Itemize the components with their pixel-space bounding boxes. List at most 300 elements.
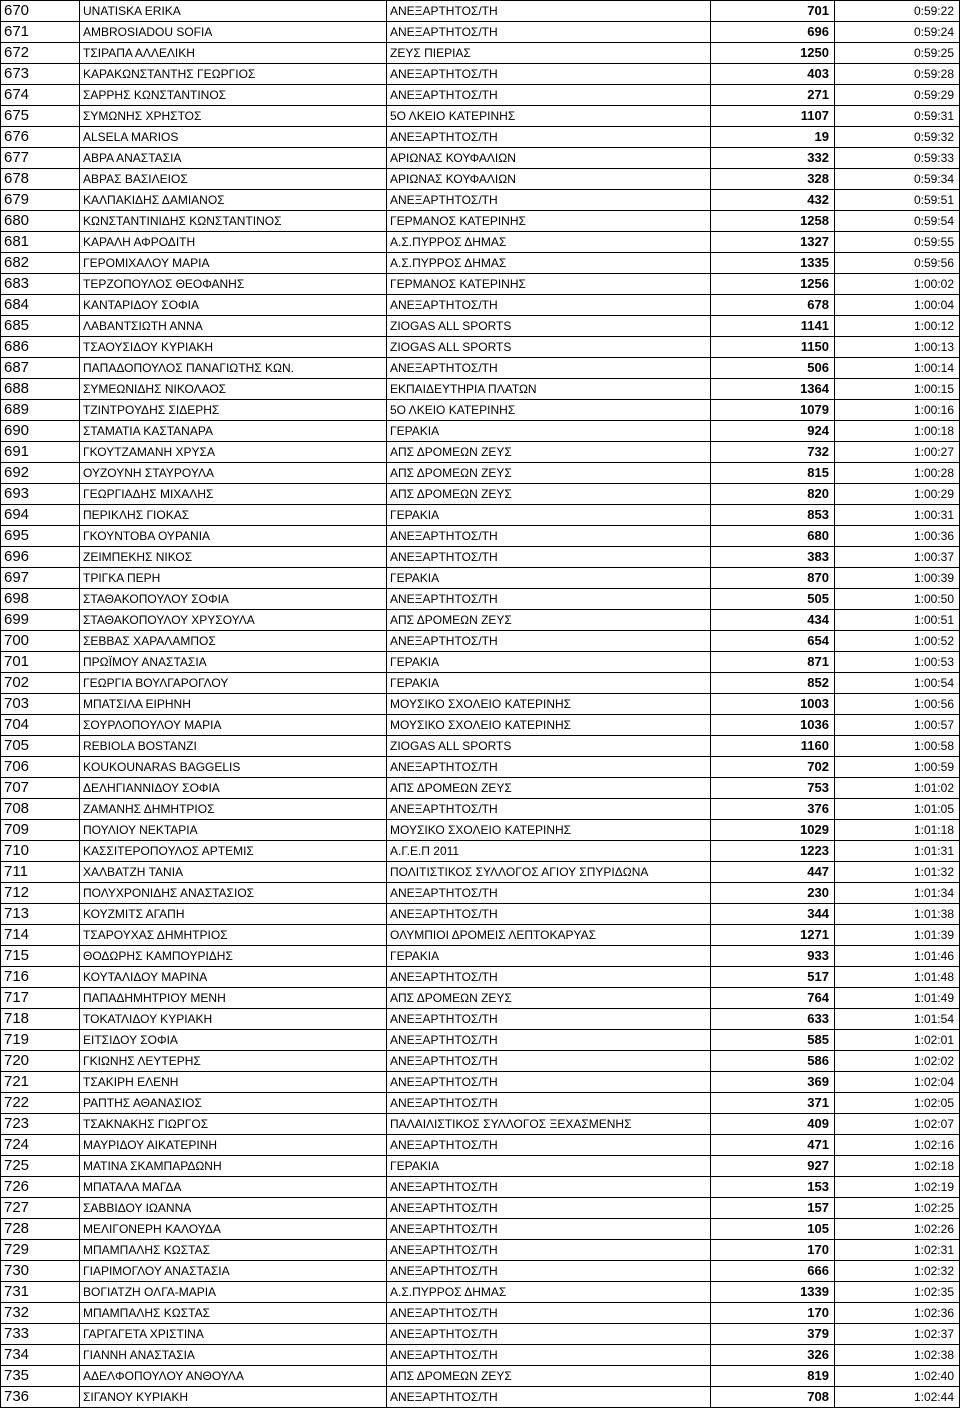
finish-time-cell: 1:01:54 (835, 1009, 960, 1030)
finish-time-cell: 0:59:32 (835, 127, 960, 148)
club-cell: Α.Σ.ΠΥΡΡΟΣ ΔΗΜΑΣ (387, 1282, 711, 1303)
finish-time-cell: 1:00:39 (835, 568, 960, 589)
bib-number-cell: 157 (711, 1198, 835, 1219)
club-cell: 5Ο ΛΚΕΙΟ ΚΑΤΕΡΙΝΗΣ (387, 106, 711, 127)
rank-cell: 708 (1, 799, 80, 820)
table-row (1, 211, 960, 232)
bib-number-cell: 170 (711, 1303, 835, 1324)
club-cell: Α.Γ.Ε.Π 2011 (387, 841, 711, 862)
rank-cell: 726 (1, 1177, 80, 1198)
table-row (1, 967, 960, 988)
finish-time-cell: 0:59:54 (835, 211, 960, 232)
runner-name-cell: ΛΑΒΑΝΤΣΙΩΤΗ ΑΝΝΑ (80, 316, 387, 337)
rank-cell: 696 (1, 547, 80, 568)
table-row (1, 1, 960, 22)
table-row (1, 589, 960, 610)
finish-time-cell: 0:59:24 (835, 22, 960, 43)
bib-number-cell: 1339 (711, 1282, 835, 1303)
finish-time-cell: 1:02:44 (835, 1387, 960, 1408)
bib-number-cell: 708 (711, 1387, 835, 1408)
table-row (1, 1198, 960, 1219)
table-row (1, 841, 960, 862)
rank-cell: 709 (1, 820, 80, 841)
table-row (1, 1114, 960, 1135)
bib-number-cell: 927 (711, 1156, 835, 1177)
club-cell: ΑΝΕΞΑΡΤΗΤΟΣ/ΤΗ (387, 1240, 711, 1261)
club-cell: ΜΟΥΣΙΚΟ ΣΧΟΛΕΙΟ ΚΑΤΕΡΙΝΗΣ (387, 820, 711, 841)
club-cell: ΜΟΥΣΙΚΟ ΣΧΟΛΕΙΟ ΚΑΤΕΡΙΝΗΣ (387, 694, 711, 715)
rank-cell: 670 (1, 1, 80, 22)
runner-name-cell: ΣΑΒΒΙΔΟΥ ΙΩΑΝΝΑ (80, 1198, 387, 1219)
finish-time-cell: 0:59:34 (835, 169, 960, 190)
runner-name-cell: ΚΑΣΣΙΤΕΡΟΠΟΥΛΟΣ ΑΡΤΕΜΙΣ (80, 841, 387, 862)
table-row (1, 400, 960, 421)
bib-number-cell: 403 (711, 64, 835, 85)
rank-cell: 679 (1, 190, 80, 211)
club-cell: Α.Σ.ΠΥΡΡΟΣ ΔΗΜΑΣ (387, 232, 711, 253)
rank-cell: 716 (1, 967, 80, 988)
table-row (1, 526, 960, 547)
table-row (1, 1240, 960, 1261)
table-row (1, 106, 960, 127)
rank-cell: 694 (1, 505, 80, 526)
rank-cell: 673 (1, 64, 80, 85)
rank-cell: 677 (1, 148, 80, 169)
club-cell: ΑΝΕΞΑΡΤΗΤΟΣ/ΤΗ (387, 1072, 711, 1093)
rank-cell: 674 (1, 85, 80, 106)
bib-number-cell: 1223 (711, 841, 835, 862)
runner-name-cell: ΖΕΙΜΠΕΚΗΣ ΝΙΚΟΣ (80, 547, 387, 568)
finish-time-cell: 1:00:27 (835, 442, 960, 463)
finish-time-cell: 1:02:26 (835, 1219, 960, 1240)
rank-cell: 683 (1, 274, 80, 295)
bib-number-cell: 924 (711, 421, 835, 442)
table-row (1, 736, 960, 757)
finish-time-cell: 1:02:01 (835, 1030, 960, 1051)
bib-number-cell: 1079 (711, 400, 835, 421)
bib-number-cell: 1141 (711, 316, 835, 337)
rank-cell: 733 (1, 1324, 80, 1345)
finish-time-cell: 1:01:02 (835, 778, 960, 799)
finish-time-cell: 1:01:34 (835, 883, 960, 904)
club-cell: ΑΝΕΞΑΡΤΗΤΟΣ/ΤΗ (387, 1219, 711, 1240)
rank-cell: 691 (1, 442, 80, 463)
rank-cell: 685 (1, 316, 80, 337)
bib-number-cell: 383 (711, 547, 835, 568)
table-row (1, 484, 960, 505)
runner-name-cell: ΜΑΥΡΙΔΟΥ ΑΙΚΑΤΕΡΙΝΗ (80, 1135, 387, 1156)
club-cell: ΑΝΕΞΑΡΤΗΤΟΣ/ΤΗ (387, 904, 711, 925)
finish-time-cell: 1:02:02 (835, 1051, 960, 1072)
bib-number-cell: 1258 (711, 211, 835, 232)
table-row (1, 337, 960, 358)
table-row (1, 1177, 960, 1198)
rank-cell: 720 (1, 1051, 80, 1072)
runner-name-cell: ΣΤΑΘΑΚΟΠΟΥΛΟΥ ΧΡΥΣΟΥΛΑ (80, 610, 387, 631)
club-cell: ΑΝΕΞΑΡΤΗΤΟΣ/ΤΗ (387, 547, 711, 568)
finish-time-cell: 1:02:31 (835, 1240, 960, 1261)
rank-cell: 729 (1, 1240, 80, 1261)
table-row (1, 43, 960, 64)
table-row (1, 1282, 960, 1303)
table-row (1, 631, 960, 652)
bib-number-cell: 432 (711, 190, 835, 211)
table-row (1, 253, 960, 274)
runner-name-cell: ΠΑΠΑΔΗΜΗΤΡΙΟΥ ΜΕΝΗ (80, 988, 387, 1009)
table-row (1, 379, 960, 400)
club-cell: ΓΕΡΑΚΙΑ (387, 652, 711, 673)
club-cell: Α.Σ.ΠΥΡΡΟΣ ΔΗΜΑΣ (387, 253, 711, 274)
bib-number-cell: 1271 (711, 925, 835, 946)
runner-name-cell: ΚΑΝΤΑΡΙΔΟΥ ΣΟΦΙΑ (80, 295, 387, 316)
runner-name-cell: ALSELA MARIOS (80, 127, 387, 148)
finish-time-cell: 1:00:02 (835, 274, 960, 295)
bib-number-cell: 1250 (711, 43, 835, 64)
finish-time-cell: 0:59:31 (835, 106, 960, 127)
table-row (1, 946, 960, 967)
club-cell: ΑΠΣ ΔΡΟΜΕΩΝ ΖΕΥΣ (387, 988, 711, 1009)
rank-cell: 684 (1, 295, 80, 316)
finish-time-cell: 1:02:05 (835, 1093, 960, 1114)
club-cell: ΠΑΛΑΙΛΙΣΤΙΚΟΣ ΣΥΛΛΟΓΟΣ ΞΕΧΑΣΜΕΝΗΣ (387, 1114, 711, 1135)
table-row (1, 799, 960, 820)
rank-cell: 704 (1, 715, 80, 736)
bib-number-cell: 853 (711, 505, 835, 526)
runner-name-cell: ΘΟΔΩΡΗΣ ΚΑΜΠΟΥΡΙΔΗΣ (80, 946, 387, 967)
bib-number-cell: 434 (711, 610, 835, 631)
runner-name-cell: REBIOLA BOSTANZI (80, 736, 387, 757)
club-cell: ΜΟΥΣΙΚΟ ΣΧΟΛΕΙΟ ΚΑΤΕΡΙΝΗΣ (387, 715, 711, 736)
finish-time-cell: 1:02:16 (835, 1135, 960, 1156)
club-cell: ΓΕΡΜΑΝΟΣ ΚΑΤΕΡΙΝΗΣ (387, 211, 711, 232)
bib-number-cell: 326 (711, 1345, 835, 1366)
bib-number-cell: 586 (711, 1051, 835, 1072)
club-cell: ΑΝΕΞΑΡΤΗΤΟΣ/ΤΗ (387, 799, 711, 820)
rank-cell: 681 (1, 232, 80, 253)
table-row (1, 1387, 960, 1408)
finish-time-cell: 1:00:54 (835, 673, 960, 694)
bib-number-cell: 230 (711, 883, 835, 904)
rank-cell: 700 (1, 631, 80, 652)
runner-name-cell: ΖΑΜΑΝΗΣ ΔΗΜΗΤΡΙΟΣ (80, 799, 387, 820)
runner-name-cell: ΒΟΓΙΑΤΖΗ ΟΛΓΑ-ΜΑΡΙΑ (80, 1282, 387, 1303)
club-cell: ΑΝΕΞΑΡΤΗΤΟΣ/ΤΗ (387, 1303, 711, 1324)
finish-time-cell: 1:02:32 (835, 1261, 960, 1282)
finish-time-cell: 0:59:25 (835, 43, 960, 64)
finish-time-cell: 1:00:56 (835, 694, 960, 715)
bib-number-cell: 1256 (711, 274, 835, 295)
table-row (1, 673, 960, 694)
rank-cell: 692 (1, 463, 80, 484)
runner-name-cell: ΓΕΡΟΜΙΧΑΛΟΥ ΜΑΡΙΑ (80, 253, 387, 274)
table-row (1, 610, 960, 631)
table-row (1, 1051, 960, 1072)
finish-time-cell: 1:02:07 (835, 1114, 960, 1135)
finish-time-cell: 1:00:37 (835, 547, 960, 568)
runner-name-cell: ΓΙΑΡΙΜΟΓΛΟΥ ΑΝΑΣΤΑΣΙΑ (80, 1261, 387, 1282)
bib-number-cell: 701 (711, 1, 835, 22)
table-row (1, 757, 960, 778)
bib-number-cell: 376 (711, 799, 835, 820)
club-cell: ΟΛΥΜΠΙΟΙ ΔΡΟΜΕΙΣ ΛΕΠΤΟΚΑΡΥΑΣ (387, 925, 711, 946)
runner-name-cell: ΤΟΚΑΤΛΙΔΟΥ ΚΥΡΙΑΚΗ (80, 1009, 387, 1030)
finish-time-cell: 1:00:16 (835, 400, 960, 421)
runner-name-cell: ΤΣΑΚΙΡΗ ΕΛΕΝΗ (80, 1072, 387, 1093)
runner-name-cell: ΓΙΑΝΝΗ ΑΝΑΣΤΑΣΙΑ (80, 1345, 387, 1366)
bib-number-cell: 153 (711, 1177, 835, 1198)
bib-number-cell: 871 (711, 652, 835, 673)
runner-name-cell: ΑΔΕΛΦΟΠΟΥΛΟΥ ΑΝΘΟΥΛΑ (80, 1366, 387, 1387)
club-cell: ΑΠΣ ΔΡΟΜΕΩΝ ΖΕΥΣ (387, 778, 711, 799)
club-cell: ΑΝΕΞΑΡΤΗΤΟΣ/ΤΗ (387, 22, 711, 43)
bib-number-cell: 753 (711, 778, 835, 799)
club-cell: ΑΠΣ ΔΡΟΜΕΩΝ ΖΕΥΣ (387, 463, 711, 484)
finish-time-cell: 1:00:36 (835, 526, 960, 547)
runner-name-cell: ΤΣΙΡΑΠΑ ΑΛΛΕΛΙΚΗ (80, 43, 387, 64)
club-cell: ΖΕΥΣ ΠΙΕΡΙΑΣ (387, 43, 711, 64)
table-row (1, 883, 960, 904)
table-row (1, 358, 960, 379)
bib-number-cell: 332 (711, 148, 835, 169)
table-row (1, 1072, 960, 1093)
rank-cell: 711 (1, 862, 80, 883)
rank-cell: 731 (1, 1282, 80, 1303)
rank-cell: 730 (1, 1261, 80, 1282)
rank-cell: 688 (1, 379, 80, 400)
bib-number-cell: 585 (711, 1030, 835, 1051)
bib-number-cell: 1029 (711, 820, 835, 841)
finish-time-cell: 1:02:04 (835, 1072, 960, 1093)
table-row (1, 778, 960, 799)
finish-time-cell: 1:02:18 (835, 1156, 960, 1177)
bib-number-cell: 379 (711, 1324, 835, 1345)
table-row (1, 316, 960, 337)
table-row (1, 1366, 960, 1387)
runner-name-cell: ΤΣΑΚΝΑΚΗΣ ΓΙΩΡΓΟΣ (80, 1114, 387, 1135)
finish-time-cell: 1:00:14 (835, 358, 960, 379)
runner-name-cell: ΜΠΑΜΠΑΛΗΣ ΚΩΣΤΑΣ (80, 1240, 387, 1261)
runner-name-cell: ΚΟΥΤΑΛΙΔΟΥ ΜΑΡΙΝΑ (80, 967, 387, 988)
club-cell: ΕΚΠΑΙΔΕΥΤΗΡΙΑ ΠΛΑΤΩΝ (387, 379, 711, 400)
bib-number-cell: 19 (711, 127, 835, 148)
club-cell: ΑΝΕΞΑΡΤΗΤΟΣ/ΤΗ (387, 127, 711, 148)
club-cell: ΑΝΕΞΑΡΤΗΤΟΣ/ΤΗ (387, 85, 711, 106)
club-cell: ΓΕΡΜΑΝΟΣ ΚΑΤΕΡΙΝΗΣ (387, 274, 711, 295)
rank-cell: 671 (1, 22, 80, 43)
runner-name-cell: ΓΕΩΡΓΙΑΔΗΣ ΜΙΧΑΛΗΣ (80, 484, 387, 505)
club-cell: ZIOGAS ALL SPORTS (387, 316, 711, 337)
runner-name-cell: AMBROSIADOU SOFIA (80, 22, 387, 43)
bib-number-cell: 870 (711, 568, 835, 589)
rank-cell: 725 (1, 1156, 80, 1177)
table-row (1, 463, 960, 484)
rank-cell: 706 (1, 757, 80, 778)
club-cell: ΑΝΕΞΑΡΤΗΤΟΣ/ΤΗ (387, 589, 711, 610)
rank-cell: 713 (1, 904, 80, 925)
finish-time-cell: 1:00:57 (835, 715, 960, 736)
runner-name-cell: ΓΕΩΡΓΙΑ ΒΟΥΛΓΑΡΟΓΛΟΥ (80, 673, 387, 694)
rank-cell: 715 (1, 946, 80, 967)
rank-cell: 707 (1, 778, 80, 799)
club-cell: ΑΠΣ ΔΡΟΜΕΩΝ ΖΕΥΣ (387, 484, 711, 505)
table-row (1, 64, 960, 85)
finish-time-cell: 1:00:15 (835, 379, 960, 400)
bib-number-cell: 344 (711, 904, 835, 925)
finish-time-cell: 1:02:37 (835, 1324, 960, 1345)
rank-cell: 680 (1, 211, 80, 232)
bib-number-cell: 633 (711, 1009, 835, 1030)
runner-name-cell: ΤΕΡΖΟΠΟΥΛΟΣ ΘΕΟΦΑΝΗΣ (80, 274, 387, 295)
runner-name-cell: ΣΕΒΒΑΣ ΧΑΡΑΛΑΜΠΟΣ (80, 631, 387, 652)
club-cell: ΑΝΕΞΑΡΤΗΤΟΣ/ΤΗ (387, 1093, 711, 1114)
finish-time-cell: 1:02:35 (835, 1282, 960, 1303)
bib-number-cell: 654 (711, 631, 835, 652)
table-row (1, 1030, 960, 1051)
club-cell: ΑΝΕΞΑΡΤΗΤΟΣ/ΤΗ (387, 190, 711, 211)
club-cell: ΓΕΡΑΚΙΑ (387, 568, 711, 589)
finish-time-cell: 1:02:36 (835, 1303, 960, 1324)
table-row (1, 274, 960, 295)
bib-number-cell: 666 (711, 1261, 835, 1282)
finish-time-cell: 0:59:55 (835, 232, 960, 253)
runner-name-cell: ΚΑΛΠΑΚΙΔΗΣ ΔΑΜΙΑΝΟΣ (80, 190, 387, 211)
rank-cell: 695 (1, 526, 80, 547)
finish-time-cell: 0:59:51 (835, 190, 960, 211)
club-cell: ΑΝΕΞΑΡΤΗΤΟΣ/ΤΗ (387, 883, 711, 904)
club-cell: ΑΝΕΞΑΡΤΗΤΟΣ/ΤΗ (387, 1387, 711, 1408)
bib-number-cell: 732 (711, 442, 835, 463)
finish-time-cell: 1:00:31 (835, 505, 960, 526)
table-row (1, 652, 960, 673)
finish-time-cell: 1:00:18 (835, 421, 960, 442)
rank-cell: 686 (1, 337, 80, 358)
bib-number-cell: 447 (711, 862, 835, 883)
finish-time-cell: 1:00:28 (835, 463, 960, 484)
runner-name-cell: ΜΕΛΙΓΟΝΕΡΗ ΚΑΛΟΥΔΑ (80, 1219, 387, 1240)
finish-time-cell: 1:01:32 (835, 862, 960, 883)
rank-cell: 736 (1, 1387, 80, 1408)
club-cell: ΑΝΕΞΑΡΤΗΤΟΣ/ΤΗ (387, 1345, 711, 1366)
rank-cell: 717 (1, 988, 80, 1009)
table-row (1, 295, 960, 316)
runner-name-cell: ΡΑΠΤΗΣ ΑΘΑΝΑΣΙΟΣ (80, 1093, 387, 1114)
club-cell: ΑΝΕΞΑΡΤΗΤΟΣ/ΤΗ (387, 1030, 711, 1051)
club-cell: ΑΝΕΞΑΡΤΗΤΟΣ/ΤΗ (387, 1324, 711, 1345)
runner-name-cell: ΕΙΤΣΙΔΟΥ ΣΟΦΙΑ (80, 1030, 387, 1051)
runner-name-cell: ΠΟΛΥΧΡΟΝΙΔΗΣ ΑΝΑΣΤΑΣΙΟΣ (80, 883, 387, 904)
table-row (1, 1156, 960, 1177)
club-cell: ΓΕΡΑΚΙΑ (387, 1156, 711, 1177)
finish-time-cell: 0:59:33 (835, 148, 960, 169)
runner-name-cell: ΤΡΙΓΚΑ ΠΕΡΗ (80, 568, 387, 589)
runner-name-cell: ΚΩΝΣΤΑΝΤΙΝΙΔΗΣ ΚΩΝΣΤΑΝΤΙΝΟΣ (80, 211, 387, 232)
rank-cell: 734 (1, 1345, 80, 1366)
runner-name-cell: ΠΟΥΛΙΟΥ ΝΕΚΤΑΡΙΑ (80, 820, 387, 841)
club-cell: ΑΝΕΞΑΡΤΗΤΟΣ/ΤΗ (387, 1177, 711, 1198)
bib-number-cell: 1160 (711, 736, 835, 757)
rank-cell: 675 (1, 106, 80, 127)
finish-time-cell: 1:01:05 (835, 799, 960, 820)
rank-cell: 732 (1, 1303, 80, 1324)
finish-time-cell: 1:01:49 (835, 988, 960, 1009)
runner-name-cell: ΧΑΛΒΑΤΖΗ ΤΑΝΙΑ (80, 862, 387, 883)
runner-name-cell: ΣΑΡΡΗΣ ΚΩΝΣΤΑΝΤΙΝΟΣ (80, 85, 387, 106)
rank-cell: 698 (1, 589, 80, 610)
club-cell: ZIOGAS ALL SPORTS (387, 337, 711, 358)
runner-name-cell: ΓΚΟΥΤΖΑΜΑΝΗ ΧΡΥΣΑ (80, 442, 387, 463)
rank-cell: 714 (1, 925, 80, 946)
rank-cell: 687 (1, 358, 80, 379)
table-row (1, 1345, 960, 1366)
table-row (1, 820, 960, 841)
bib-number-cell: 852 (711, 673, 835, 694)
bib-number-cell: 820 (711, 484, 835, 505)
table-row (1, 547, 960, 568)
table-row (1, 22, 960, 43)
runner-name-cell: ΣΤΑΜΑΤΙΑ ΚΑΣΤΑΝΑΡΑ (80, 421, 387, 442)
finish-time-cell: 1:00:50 (835, 589, 960, 610)
runner-name-cell: UNATISKA ERIKA (80, 1, 387, 22)
finish-time-cell: 1:00:12 (835, 316, 960, 337)
runner-name-cell: ΣΙΓΑΝΟΥ ΚΥΡΙΑΚΗ (80, 1387, 387, 1408)
runner-name-cell: ΤΣΑΟΥΣΙΔΟΥ ΚΥΡΙΑΚΗ (80, 337, 387, 358)
runner-name-cell: ΔΕΛΗΓΙΑΝΝΙΔΟΥ ΣΟΦΙΑ (80, 778, 387, 799)
finish-time-cell: 1:00:53 (835, 652, 960, 673)
bib-number-cell: 680 (711, 526, 835, 547)
club-cell: ΑΝΕΞΑΡΤΗΤΟΣ/ΤΗ (387, 1198, 711, 1219)
rank-cell: 728 (1, 1219, 80, 1240)
runner-name-cell: ΚΑΡΑΚΩΝΣΤΑΝΤΗΣ ΓΕΩΡΓΙΟΣ (80, 64, 387, 85)
rank-cell: 690 (1, 421, 80, 442)
runner-name-cell: ΤΖΙΝΤΡΟΥΔΗΣ ΣΙΔΕΡΗΣ (80, 400, 387, 421)
runner-name-cell: ΠΕΡΙΚΛΗΣ ΓΙΟΚΑΣ (80, 505, 387, 526)
bib-number-cell: 696 (711, 22, 835, 43)
club-cell: ΠΟΛΙΤΙΣΤΙΚΟΣ ΣΥΛΛΟΓΟΣ ΑΓΙΟΥ ΣΠΥΡΙΔΩΝΑ (387, 862, 711, 883)
club-cell: ΑΝΕΞΑΡΤΗΤΟΣ/ΤΗ (387, 1051, 711, 1072)
rank-cell: 710 (1, 841, 80, 862)
finish-time-cell: 0:59:22 (835, 1, 960, 22)
rank-cell: 678 (1, 169, 80, 190)
club-cell: ΑΡΙΩΝΑΣ ΚΟΥΦΑΛΙΩΝ (387, 148, 711, 169)
rank-cell: 703 (1, 694, 80, 715)
bib-number-cell: 1150 (711, 337, 835, 358)
rank-cell: 682 (1, 253, 80, 274)
finish-time-cell: 1:01:31 (835, 841, 960, 862)
club-cell: ΑΝΕΞΑΡΤΗΤΟΣ/ΤΗ (387, 631, 711, 652)
rank-cell: 676 (1, 127, 80, 148)
rank-cell: 701 (1, 652, 80, 673)
finish-time-cell: 1:01:38 (835, 904, 960, 925)
rank-cell: 699 (1, 610, 80, 631)
bib-number-cell: 1003 (711, 694, 835, 715)
runner-name-cell: ΠΑΠΑΔΟΠΟΥΛΟΣ ΠΑΝΑΓΙΩΤΗΣ ΚΩΝ. (80, 358, 387, 379)
bib-number-cell: 764 (711, 988, 835, 1009)
runner-name-cell: ΜΠΑΤΑΛΑ ΜΑΓΔΑ (80, 1177, 387, 1198)
table-row (1, 232, 960, 253)
rank-cell: 672 (1, 43, 80, 64)
finish-time-cell: 1:02:19 (835, 1177, 960, 1198)
club-cell: ΑΝΕΞΑΡΤΗΤΟΣ/ΤΗ (387, 967, 711, 988)
finish-time-cell: 1:00:13 (835, 337, 960, 358)
table-row (1, 442, 960, 463)
table-row (1, 1009, 960, 1030)
club-cell: ΑΝΕΞΑΡΤΗΤΟΣ/ΤΗ (387, 1, 711, 22)
finish-time-cell: 1:01:48 (835, 967, 960, 988)
club-cell: ΑΡΙΩΝΑΣ ΚΟΥΦΑΛΙΩΝ (387, 169, 711, 190)
rank-cell: 712 (1, 883, 80, 904)
bib-number-cell: 328 (711, 169, 835, 190)
runner-name-cell: ΚΟΥΖΜΙΤΣ ΑΓΑΠΗ (80, 904, 387, 925)
